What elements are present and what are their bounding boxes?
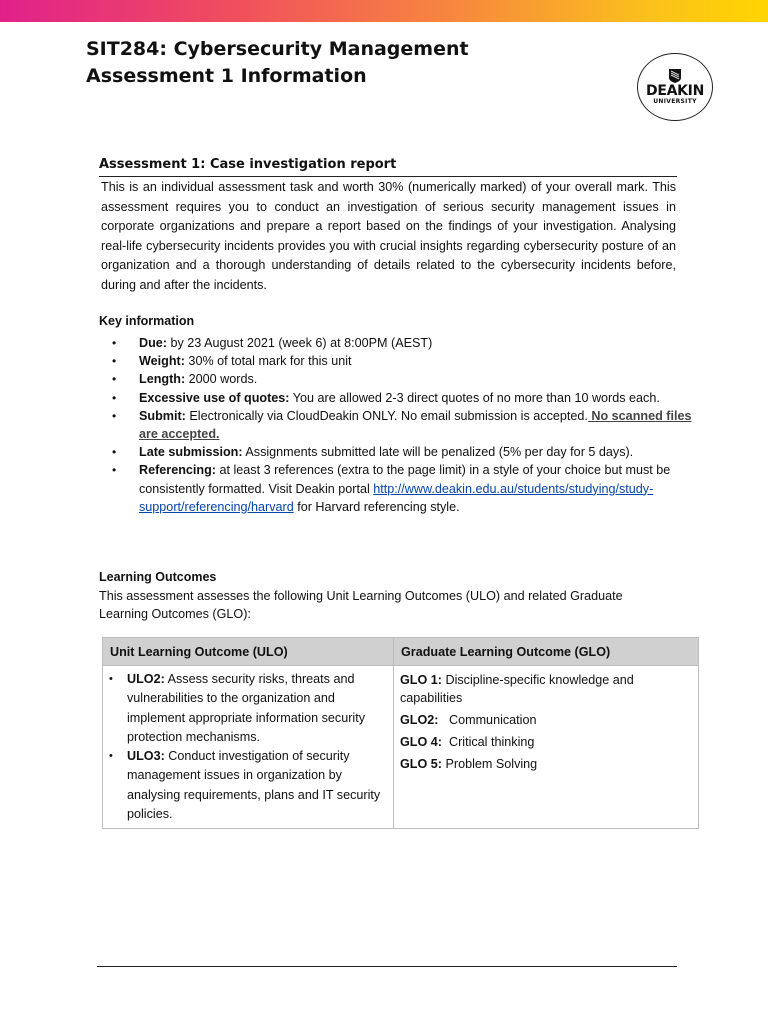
quotes-value: You are allowed 2-3 direct quotes of no more than 10 words each.: [289, 390, 660, 405]
glo-text: Communication: [438, 713, 537, 727]
learning-outcomes-heading: Learning Outcomes: [99, 570, 217, 584]
list-item-quotes: [112, 389, 692, 407]
ulo-text: Assess security risks, threats and vulnerabilities to the organization and implement appropriate information security protection mechanisms.: [127, 672, 365, 744]
list-item-weight: [112, 352, 692, 370]
logo-name: DEAKIN: [646, 82, 704, 99]
length-value: 2000 words.: [185, 372, 258, 387]
footer-divider: [97, 966, 677, 967]
glo-column-header: Graduate Learning Outcome (GLO): [394, 638, 699, 666]
deakin-logo: [637, 53, 713, 121]
assessment-heading: Assessment 1: Case investigation report: [99, 155, 677, 177]
glo-item: [400, 671, 692, 707]
key-information-heading: Key information: [99, 314, 195, 328]
glo-code: GLO 4:: [400, 735, 442, 749]
ulo-list: [109, 670, 387, 824]
referencing-label: Referencing:: [139, 463, 216, 478]
ulo-column-header: Unit Learning Outcome (ULO): [103, 638, 394, 666]
ulo-code: ULO2:: [127, 672, 165, 686]
weight-value: 30% of total mark for this unit: [184, 354, 352, 369]
referencing-after: for Harvard referencing style.: [293, 499, 460, 514]
list-item-due: [112, 334, 692, 352]
late-submission-value: Assignments submitted late will be penalized (5% per day for 5 days).: [242, 445, 634, 460]
glo-code: GLO 5:: [400, 757, 442, 771]
due-value: by 23 August 2021 (week 6) at 8:00PM (AEST): [167, 336, 433, 350]
brand-gradient-bar: [0, 0, 768, 22]
ulo-text: Conduct investigation of security management issues in organization by analysing requirements, plans and IT security policies.: [127, 749, 381, 822]
list-item-length: [112, 370, 692, 388]
ulo-code: ULO3:: [127, 749, 165, 764]
harvard-referencing-link[interactable]: http://www.deakin.edu.au/students/studying/study-support/referencing/harvard: [139, 481, 654, 514]
title-line-1: SIT284: Cybersecurity Management: [86, 38, 469, 60]
title-line-2: Assessment 1 Information: [86, 65, 367, 87]
late-submission-label: Late submission:: [139, 445, 243, 460]
logo-subtitle: UNIVERSITY: [653, 97, 697, 105]
list-item-late-submission: [112, 443, 692, 461]
no-scanned-files-notice: No scanned files are accepted.: [139, 408, 692, 442]
list-item-referencing: [112, 461, 692, 516]
key-information-list: [112, 334, 692, 516]
table-header-row: [103, 638, 699, 666]
referencing-value: at least 3 references (extra to the page limit) in a style of your choice but must be consistently formatted. Visit Deakin portal: [139, 463, 671, 496]
glo-item: [400, 733, 692, 751]
ulo-cell: [103, 666, 394, 829]
page-title: [86, 36, 469, 90]
submit-label: Submit:: [139, 408, 186, 423]
glo-text: Critical thinking: [441, 735, 535, 749]
ulo-item: [109, 747, 387, 824]
glo-item: [400, 755, 692, 773]
length-label: Length:: [139, 372, 186, 387]
submit-value: Electronically via CloudDeakin ONLY. No email submission is accepted.: [185, 408, 588, 423]
due-label: Due:: [139, 336, 167, 350]
assessment-intro: This is an individual assessment task and worth 30% (numerically marked) of your overall mark. This assessment requires you to conduct an investigation of serious security management issues in corporate organizations and prepare a report based on the findings of your investigation. Analysing real-life cybersecurity incidents provides you with crucial insights regarding cybersecurity posture of an organization and a thorough understanding of details related to the cybersecurity incidents before, during and after the incidents.: [101, 180, 676, 292]
weight-label: Weight:: [139, 354, 185, 369]
glo-code: GLO 1:: [400, 673, 442, 687]
glo-cell: [394, 666, 699, 829]
list-item-submit: [112, 407, 692, 443]
table-row: [103, 666, 699, 829]
quotes-label: Excessive use of quotes:: [139, 390, 290, 405]
ulo-item: [109, 670, 387, 747]
glo-code: GLO2:: [400, 713, 439, 727]
learning-outcomes-table: [102, 637, 699, 829]
learning-outcomes-intro: This assessment assesses the following Unit Learning Outcomes (ULO) and related Graduate Learning Outcomes (GLO):: [99, 589, 623, 621]
glo-text: Discipline-specific knowledge and capabilities: [400, 673, 634, 705]
deakin-crest-icon: [667, 69, 683, 83]
glo-item: [400, 711, 692, 729]
glo-text: Problem Solving: [441, 757, 538, 771]
